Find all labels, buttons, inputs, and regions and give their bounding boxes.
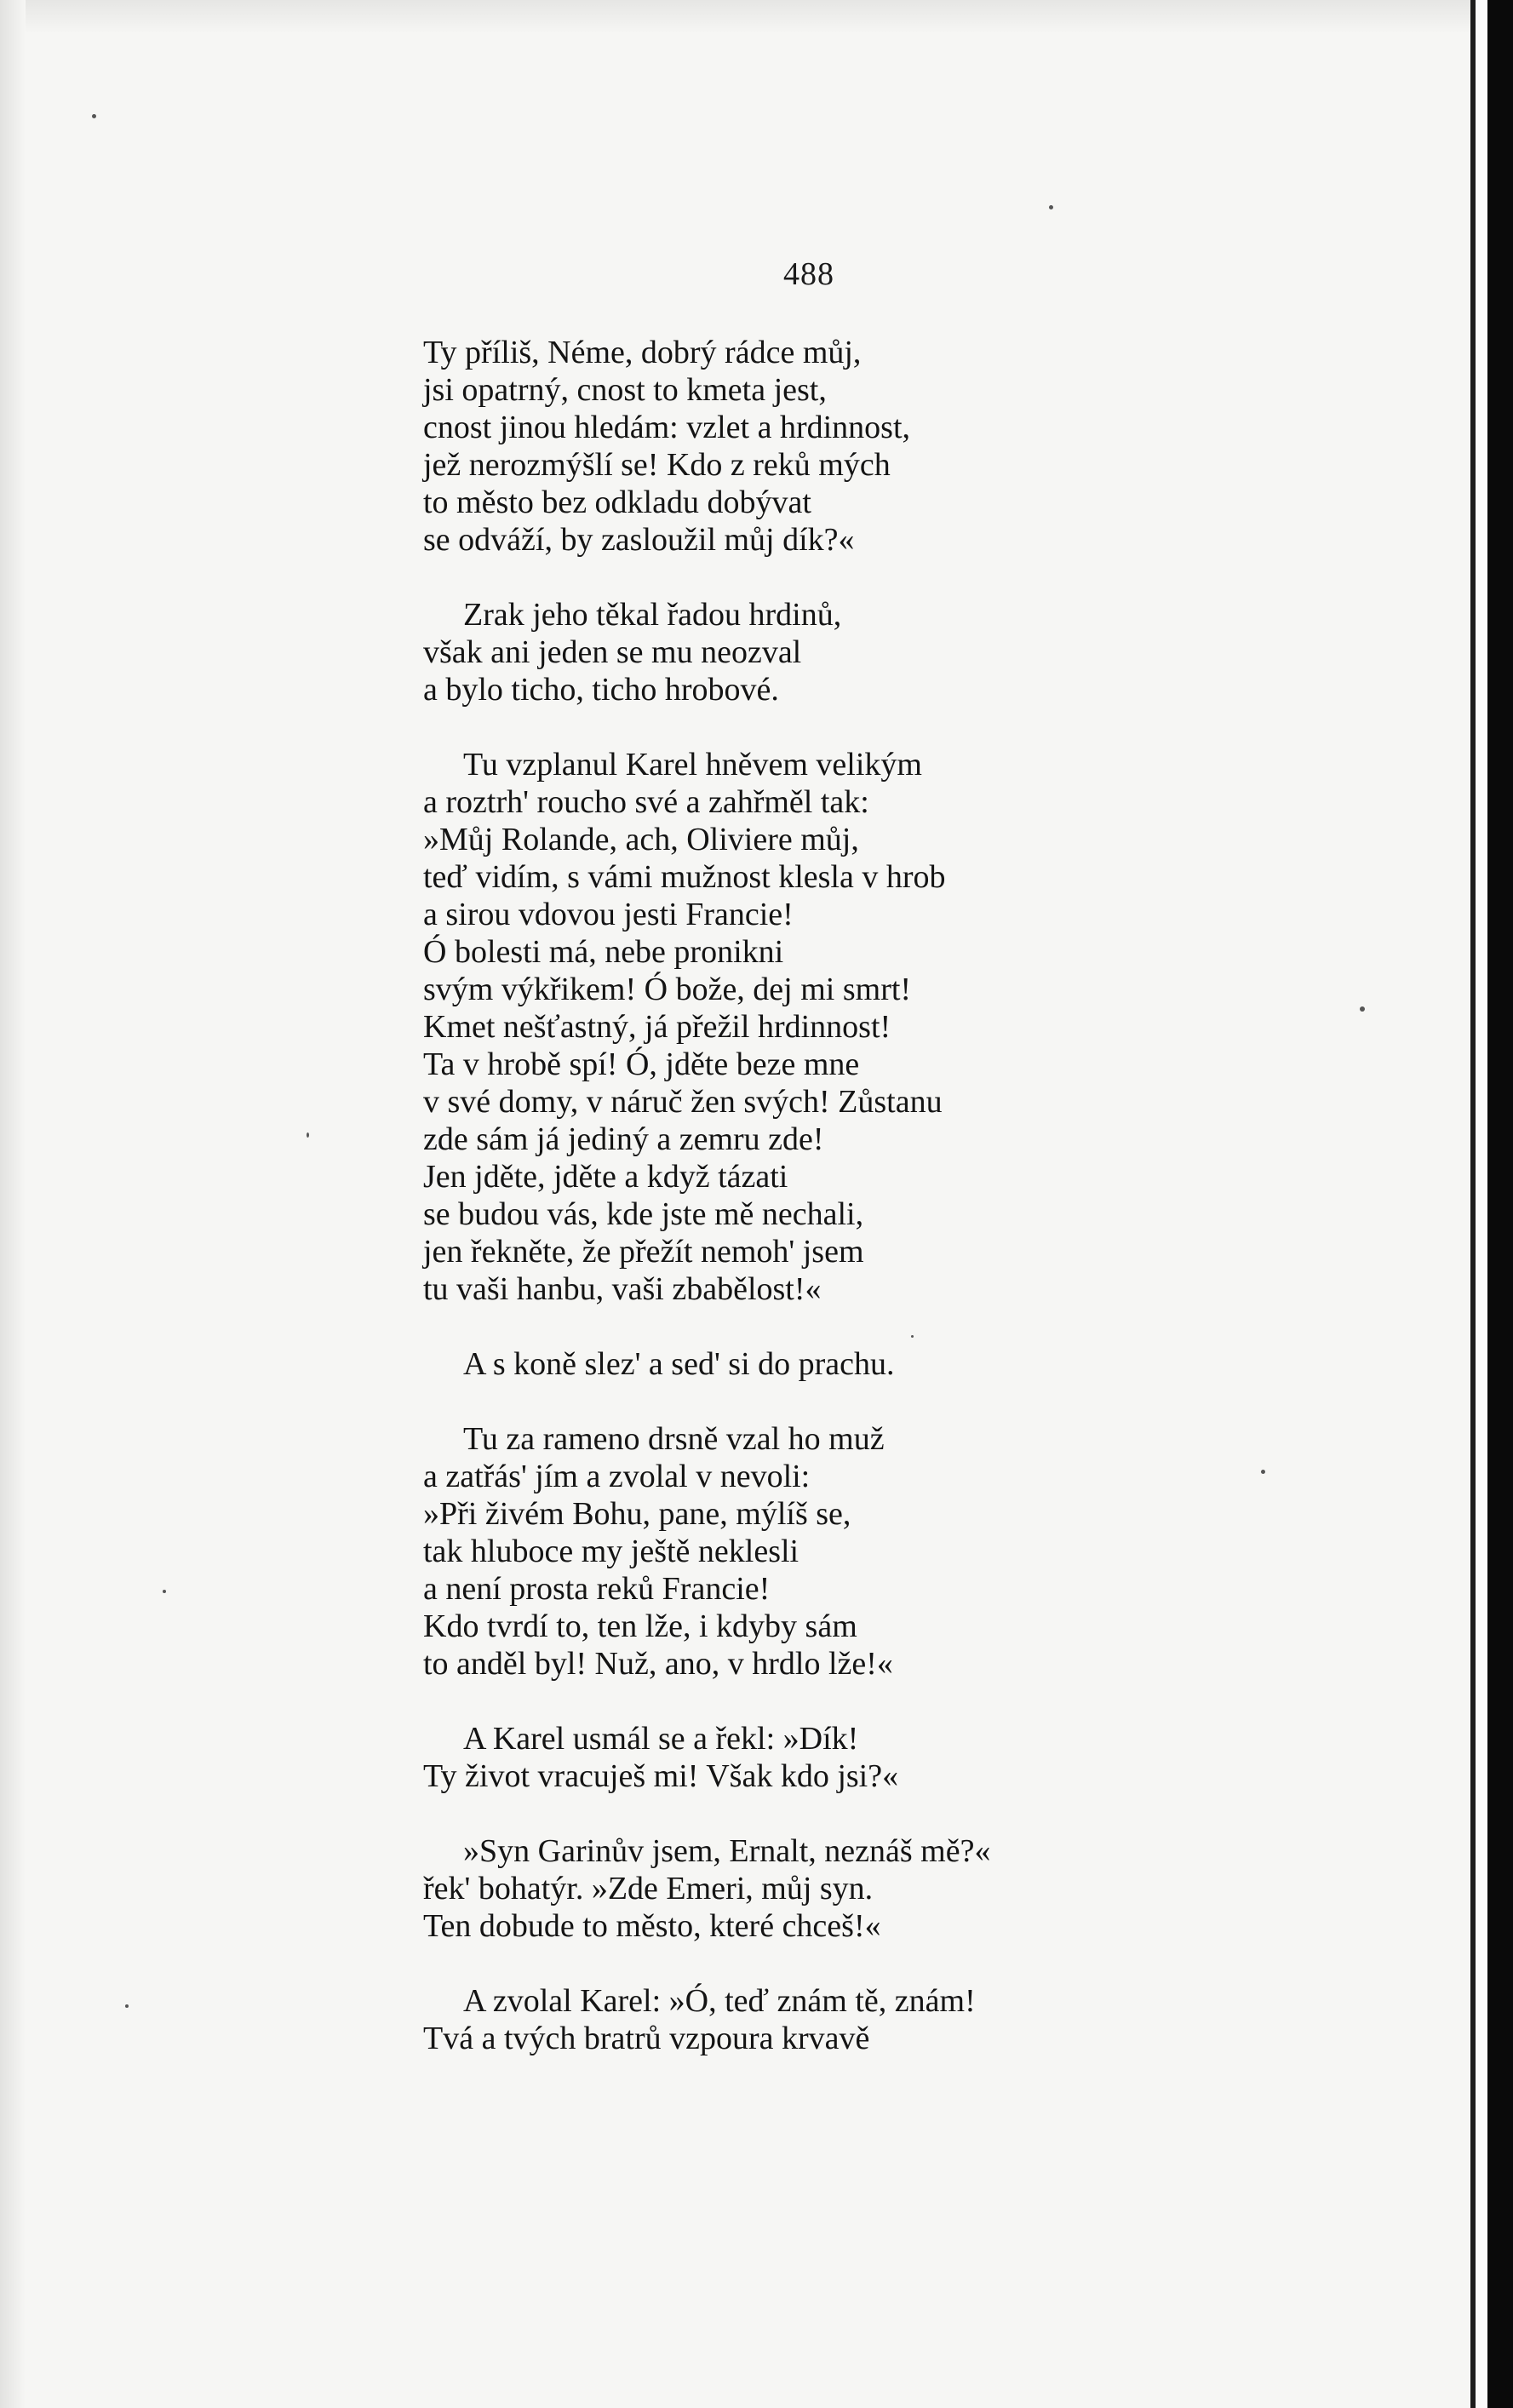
verse-line: cnost jinou hledám: vzlet a hrdinnost,: [423, 410, 911, 445]
verse-line: jen řekněte, že přežít nemoh' jsem: [423, 1234, 864, 1270]
verse-line: svým výkřikem! Ó bože, dej mi smrt!: [423, 972, 912, 1007]
verse-line: jsi opatrný, cnost to kmeta jest,: [423, 372, 827, 408]
verse-line: Ta v hrobě spí! Ó, jděte beze mne: [423, 1046, 860, 1082]
verse-line: Kdo tvrdí to, ten lže, i kdyby sám: [423, 1608, 857, 1644]
dust-speck: [307, 1132, 309, 1138]
stanza-2: [423, 596, 1104, 708]
verse-line: teď vidím, s vámi mužnost klesla v hrob: [423, 859, 946, 895]
verse-line: však ani jeden se mu neozval: [423, 634, 802, 670]
stanza-6: [423, 1720, 1104, 1795]
verse-line: zde sám já jediný a zemru zde!: [423, 1121, 824, 1157]
dust-speck: [1261, 1470, 1265, 1474]
stanza-4: [423, 1345, 1104, 1383]
verse-line: Ty život vracuješ mi! Však kdo jsi?«: [423, 1758, 899, 1794]
verse-line: Tvá a tvých bratrů vzpoura krvavě: [423, 2021, 870, 2056]
verse-line: se budou vás, kde jste mě nechali,: [423, 1196, 864, 1232]
verse-line: a bylo ticho, ticho hrobové.: [423, 672, 779, 708]
verse-line: a roztrh' roucho své a zahřměl tak:: [423, 784, 869, 820]
stanza-8: [423, 1982, 1104, 2057]
verse-line: Jen jděte, jděte a když tázati: [423, 1159, 788, 1195]
verse-line: v své domy, v náruč žen svých! Zůstanu: [423, 1084, 943, 1120]
verse-line: Ten dobude to město, které chceš!«: [423, 1908, 881, 1944]
verse-line: Kmet nešťastný, já přežil hrdinnost!: [423, 1009, 891, 1045]
dust-speck: [92, 114, 96, 118]
verse-line: »Při živém Bohu, pane, mýlíš se,: [423, 1496, 851, 1532]
verse-line: tu vaši hanbu, vaši zbabělost!«: [423, 1271, 822, 1307]
verse-line: a není prosta reků Francie!: [423, 1571, 771, 1607]
poem-text: [423, 334, 1104, 2095]
verse-line: A Karel usmál se a řekl: »Dík!: [463, 1721, 859, 1757]
verse-line: to město bez odkladu dobývat: [423, 484, 811, 520]
stanza-3: [423, 746, 1104, 1308]
page-left-shadow: [0, 0, 26, 2408]
verse-line: »Syn Garinův jsem, Ernalt, neznáš mě?«: [463, 1833, 991, 1869]
dust-speck: [125, 2004, 129, 2008]
verse-line: tak hluboce my ještě neklesli: [423, 1534, 799, 1569]
verse-line: Tu za rameno drsně vzal ho muž: [463, 1421, 885, 1457]
verse-line: Zrak jeho těkal řadou hrdinů,: [463, 597, 842, 633]
verse-line: Tu vzplanul Karel hněvem velikým: [463, 747, 922, 783]
verse-line: Ty příliš, Néme, dobrý rádce můj,: [423, 335, 862, 370]
stanza-7: [423, 1832, 1104, 1945]
binding-edge-gap: [1476, 0, 1487, 2408]
verse-line: to anděl byl! Nuž, ano, v hrdlo lže!«: [423, 1646, 893, 1682]
page-top-shadow: [0, 0, 1513, 34]
dust-speck: [163, 1590, 166, 1593]
dust-speck: [1049, 205, 1053, 209]
verse-line: se odváží, by zasloužil můj dík?«: [423, 522, 855, 558]
verse-line: A s koně slez' a sed' si do prachu.: [463, 1346, 895, 1382]
verse-line: a sirou vdovou jesti Francie!: [423, 897, 794, 932]
verse-line: Ó bolesti má, nebe pronikni: [423, 934, 784, 970]
verse-line: jež nerozmýšlí se! Kdo z reků mých: [423, 447, 891, 483]
binding-edge-dark: [1487, 0, 1513, 2408]
verse-line: »Můj Rolande, ach, Oliviere můj,: [423, 822, 859, 857]
stanza-5: [423, 1420, 1104, 1683]
dust-speck: [1360, 1006, 1365, 1012]
stanza-1: [423, 334, 1104, 559]
page-number: 488: [783, 256, 834, 292]
verse-line: řek' bohatýr. »Zde Emeri, můj syn.: [423, 1871, 874, 1906]
verse-line: A zvolal Karel: »Ó, teď znám tě, znám!: [463, 1983, 976, 2019]
verse-line: a zatřás' jím a zvolal v nevoli:: [423, 1459, 811, 1494]
